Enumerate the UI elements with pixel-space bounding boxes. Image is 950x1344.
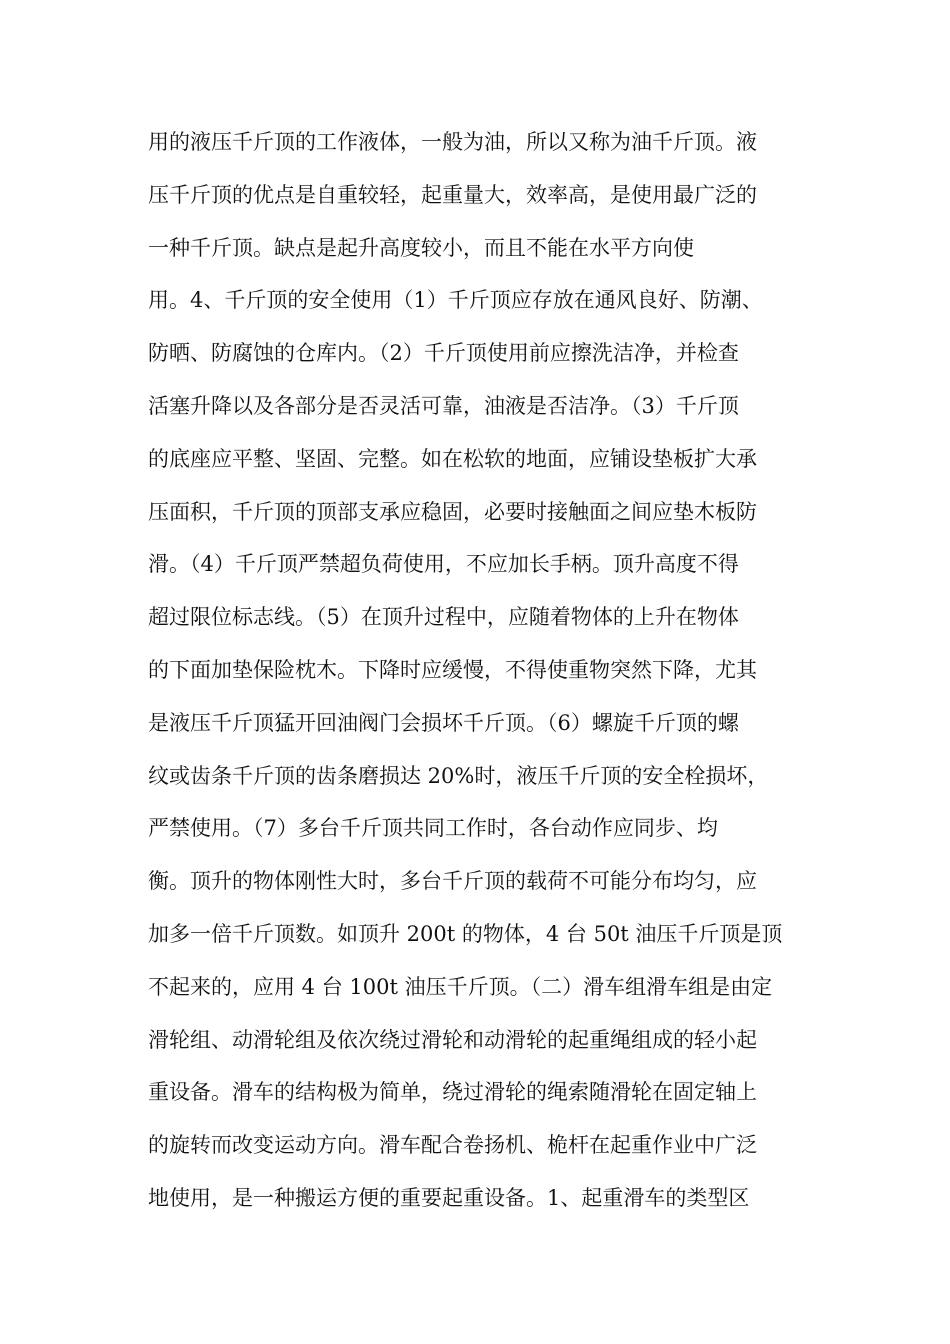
text-line: 用。4、千斤顶的安全使用（1）千斤顶应存放在通风良好、防潮、 xyxy=(148,288,763,313)
text-line: 防晒、防腐蚀的仓库内。（2）千斤顶使用前应擦洗洁净，并检查 xyxy=(148,341,739,366)
text-line: 活塞升降以及各部分是否灵活可靠，油液是否洁净。（3）千斤顶 xyxy=(148,393,739,418)
text-line: 加多一倍千斤顶数。如顶升 200t 的物体，4 台 50t 油压千斤顶是顶 xyxy=(148,921,783,946)
text-line: 一种千斤顶。缺点是起升高度较小，而且不能在水平方向使 xyxy=(148,235,694,260)
body-text xyxy=(148,116,808,1225)
text-line: 纹或齿条千斤顶的齿条磨损达 20%时，液压千斤顶的安全栓损坏， xyxy=(148,763,769,788)
text-line: 严禁使用。（7）多台千斤顶共同工作时，各台动作应同步、均 xyxy=(148,816,718,841)
text-line: 的底座应平整、坚固、完整。如在松软的地面，应铺设垫板扩大承 xyxy=(148,446,757,471)
text-line: 的旋转而改变运动方向。滑车配合卷扬机、桅杆在起重作业中广泛 xyxy=(148,1133,757,1158)
text-line: 压面积，千斤顶的顶部支承应稳固，必要时接触面之间应垫木板防 xyxy=(148,499,757,524)
text-line: 滑轮组、动滑轮组及依次绕过滑轮和动滑轮的起重绳组成的轻小起 xyxy=(148,1027,757,1052)
text-line: 超过限位标志线。（5）在顶升过程中，应随着物体的上升在物体 xyxy=(148,605,739,630)
text-line: 不起来的，应用 4 台 100t 油压千斤顶。（二）滑车组滑车组是由定 xyxy=(148,974,773,999)
text-line: 压千斤顶的优点是自重较轻，起重量大，效率高，是使用最广泛的 xyxy=(148,182,757,207)
text-line: 衡。顶升的物体刚性大时，多台千斤顶的载荷不可能分布均匀，应 xyxy=(148,869,757,894)
text-line: 地使用，是一种搬运方便的重要起重设备。1、起重滑车的类型区 xyxy=(148,1185,750,1210)
text-line: 重设备。滑车的结构极为简单，绕过滑轮的绳索随滑轮在固定轴上 xyxy=(148,1080,757,1105)
text-line: 的下面加垫保险枕木。下降时应缓慢，不得使重物突然下降，尤其 xyxy=(148,657,757,682)
text-line: 是液压千斤顶猛开回油阀门会损坏千斤顶。（6）螺旋千斤顶的螺 xyxy=(148,710,739,735)
text-line: 滑。（4）千斤顶严禁超负荷使用，不应加长手柄。顶升高度不得 xyxy=(148,552,739,577)
text-line: 用的液压千斤顶的工作液体，一般为油，所以又称为油千斤顶。液 xyxy=(148,130,757,154)
